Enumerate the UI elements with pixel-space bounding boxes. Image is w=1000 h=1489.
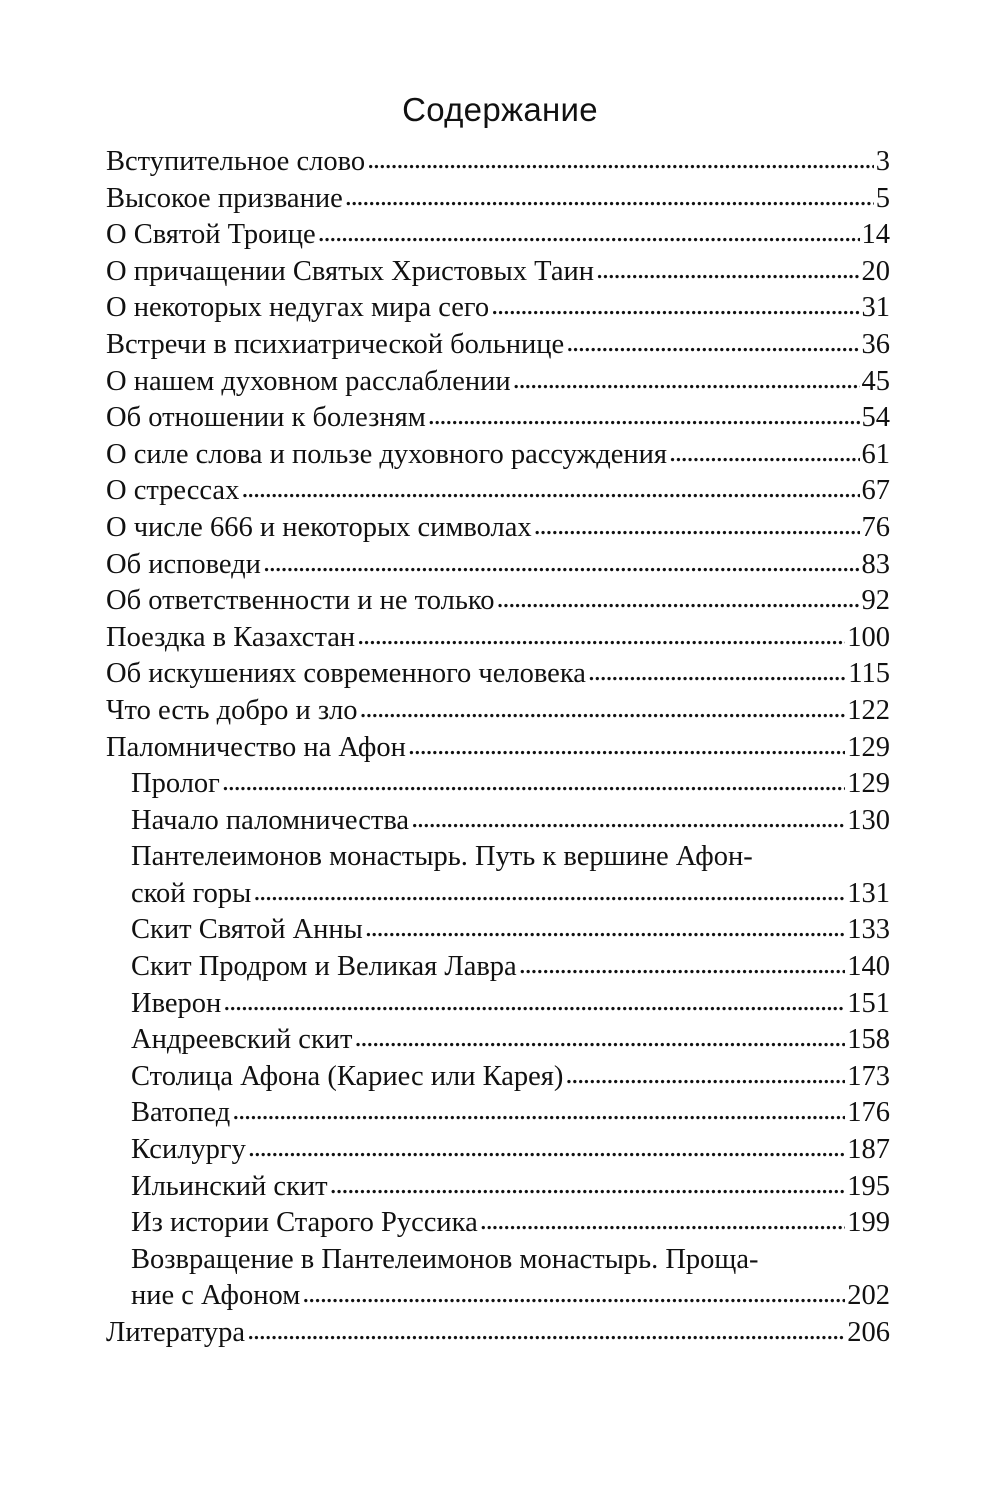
toc-entry-page: 158: [847, 1024, 890, 1056]
toc-entry-label: Начало паломничества: [131, 804, 410, 836]
dot-leader: [566, 325, 859, 362]
dot-leader: [408, 728, 845, 765]
toc-entry-page: 92: [861, 585, 890, 617]
toc-entry-label: Ватопед: [131, 1097, 231, 1129]
toc-entry: [106, 620, 890, 657]
toc-entry-label: Встречи в психиатрической больнице: [106, 328, 565, 360]
toc-entry-wrapped-b-line1: [106, 1242, 890, 1279]
toc-entry: [106, 730, 890, 767]
toc-entry-wrapped-b-line2: [106, 1278, 890, 1315]
toc-entry-page: 140: [847, 951, 890, 983]
toc-entry: [106, 547, 890, 584]
dot-leader: [519, 947, 846, 984]
toc-entry-page: 115: [848, 658, 890, 690]
toc-entry-label: Пантелеимонов монастырь. Путь к вершине Афон-: [131, 841, 753, 873]
dot-leader: [318, 215, 860, 252]
toc-entry-label: Ильинский скит: [131, 1170, 328, 1202]
toc-entry-label: Об ответственности и не только: [106, 585, 495, 617]
dot-leader: [223, 984, 845, 1021]
toc-entry-page: 100: [847, 621, 890, 653]
toc-entry: [106, 1169, 890, 1206]
toc-entry-page: 36: [861, 328, 890, 360]
toc-entry-label: Столица Афона (Кариес или Карея): [131, 1060, 564, 1092]
toc-entry: [106, 766, 890, 803]
dot-leader: [491, 288, 859, 325]
toc-entry-label: Возвращение в Пантелеимонов монастырь. Проща-: [131, 1243, 759, 1275]
toc-entry: [106, 1059, 890, 1096]
table-of-contents: [106, 144, 890, 1352]
toc-entry: [106, 181, 890, 218]
toc-entry-label: Пролог: [131, 768, 220, 800]
dot-leader: [345, 179, 874, 216]
toc-entry: [106, 803, 890, 840]
toc-entry: [106, 986, 890, 1023]
toc-entry-page: 54: [861, 402, 890, 434]
page-title: Содержание: [402, 91, 598, 128]
dot-leader: [513, 362, 860, 399]
toc-entry-page: 5: [875, 182, 890, 214]
toc-entry-page: 176: [847, 1097, 890, 1129]
toc-entry-page: 202: [847, 1280, 890, 1312]
main-entries: [106, 144, 890, 766]
toc-entry-page: 187: [847, 1134, 890, 1166]
toc-entry-page: 199: [847, 1207, 890, 1239]
dot-leader: [247, 1313, 845, 1350]
toc-entry: [106, 583, 890, 620]
toc-entry: [106, 290, 890, 327]
dot-leader: [232, 1093, 845, 1130]
toc-entry-label: ние с Афоном: [131, 1280, 301, 1312]
toc-entry-label: О силе слова и пользе духовного рассуждения: [106, 438, 667, 470]
toc-entry-label: Литература: [106, 1317, 246, 1348]
toc-entry-page: 131: [847, 877, 890, 909]
toc-entry: [106, 364, 890, 401]
toc-entry-label: О Святой Троице: [106, 219, 316, 251]
toc-entry: [106, 1132, 890, 1169]
toc-entry-page: 129: [847, 731, 890, 763]
toc-entry: [106, 473, 890, 510]
toc-entry-label: Ксилургу: [131, 1134, 246, 1166]
toc-entry-page: 122: [847, 694, 890, 726]
toc-entry-page: 206: [847, 1317, 890, 1348]
toc-entry-page: 67: [861, 475, 890, 507]
dot-leader: [534, 508, 860, 545]
dot-leader: [360, 691, 846, 728]
dot-leader: [355, 1020, 846, 1057]
dot-leader: [357, 618, 845, 655]
dot-leader: [241, 471, 859, 508]
toc-entry-label: Поездка в Казахстан: [106, 621, 356, 653]
toc-entry-final: [106, 1315, 890, 1352]
toc-entry: [106, 144, 890, 181]
dot-leader: [428, 398, 860, 435]
dot-leader: [596, 252, 860, 289]
toc-entry-page: 130: [847, 804, 890, 836]
dot-leader: [367, 142, 874, 179]
toc-entry-label: О нашем духовном расслаблении: [106, 365, 511, 397]
toc-entry-page: 20: [861, 255, 890, 287]
toc-entry-page: 31: [861, 292, 890, 324]
toc-entry-label: Паломничество на Афон: [106, 731, 406, 763]
toc-entry-label: Скит Святой Анны: [131, 914, 363, 946]
dot-leader: [669, 435, 860, 472]
sub-entries-b: [106, 912, 890, 1241]
toc-entry-label: Андреевский скит: [131, 1024, 353, 1056]
dot-leader: [263, 545, 860, 582]
toc-entry-page: 133: [847, 914, 890, 946]
toc-entry: [106, 437, 890, 474]
dot-leader: [222, 764, 845, 801]
toc-entry-page: 173: [847, 1060, 890, 1092]
toc-entry-label: О числе 666 и некоторых символах: [106, 511, 532, 543]
dot-leader: [302, 1276, 845, 1313]
toc-entry: [106, 510, 890, 547]
toc-entry: [106, 254, 890, 291]
dot-leader: [253, 874, 845, 911]
dot-leader: [588, 654, 846, 691]
toc-entry-page: 45: [861, 365, 890, 397]
toc-entry-label: О стрессах: [106, 475, 240, 507]
toc-entry-label: Что есть добро и зло: [106, 694, 358, 726]
toc-entry-label: ской горы: [131, 877, 252, 909]
toc-entry: [106, 693, 890, 730]
toc-entry-wrapped-a-line1: [106, 839, 890, 876]
toc-entry-page: 129: [847, 768, 890, 800]
toc-entry: [106, 1205, 890, 1242]
dot-leader: [365, 910, 845, 947]
dot-leader: [480, 1203, 846, 1240]
toc-entry-label: Иверон: [131, 987, 222, 1019]
sub-entries-a: [106, 766, 890, 839]
dot-leader: [411, 801, 845, 838]
toc-entry-page: 14: [861, 219, 890, 251]
dot-leader: [565, 1057, 845, 1094]
dot-leader: [497, 581, 860, 618]
toc-entry-label: О некоторых недугах мира сего: [106, 292, 490, 324]
toc-entry: [106, 400, 890, 437]
toc-entry-label: Об искушениях современного человека: [106, 658, 586, 690]
toc-entry: [106, 1095, 890, 1132]
toc-entry-label: Из истории Старого Руссика: [131, 1207, 478, 1239]
toc-entry-page: 3: [875, 146, 890, 177]
toc-entry-label: Скит Продром и Великая Лавра: [131, 951, 517, 983]
toc-entry: [106, 656, 890, 693]
toc-entry: [106, 949, 890, 986]
toc-entry-page: 195: [847, 1170, 890, 1202]
toc-entry-page: 61: [861, 438, 890, 470]
toc-entry-label: Вступительное слово: [106, 146, 366, 177]
toc-entry-page: 151: [847, 987, 890, 1019]
toc-entry-label: Об отношении к болезням: [106, 402, 426, 434]
toc-entry-page: 76: [861, 511, 890, 543]
toc-entry-label: Об исповеди: [106, 548, 261, 580]
toc-entry: [106, 327, 890, 364]
toc-entry: [106, 217, 890, 254]
toc-entry-wrapped-a-line2: [106, 876, 890, 913]
toc-entry: [106, 912, 890, 949]
dot-leader: [248, 1130, 845, 1167]
toc-entry-label: Высокое призвание: [106, 182, 343, 214]
toc-entry-label: О причащении Святых Христовых Таин: [106, 255, 594, 287]
dot-leader: [330, 1167, 846, 1204]
toc-entry: [106, 1022, 890, 1059]
toc-entry-page: 83: [861, 548, 890, 580]
